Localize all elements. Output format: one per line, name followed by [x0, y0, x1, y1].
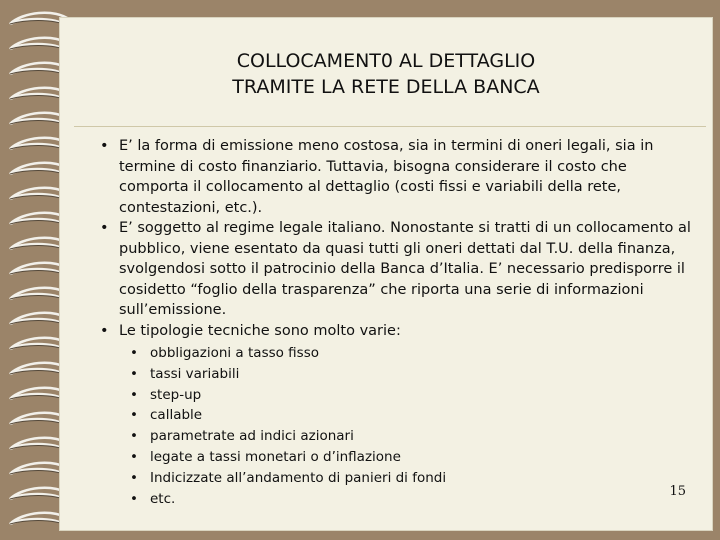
title-line-2: TRAMITE LA RETE DELLA BANCA [232, 76, 540, 98]
bullet-dot-icon: • [130, 365, 138, 382]
bullet-item: • E’ soggetto al regime legale italiano. Nonostante si tratti di un collocamento al pubblico, viene esentato da quasi tutti gli oneri dettati dal T.U. della finanza, svolgendosi sotto il patrocinio della Banca d’Italia. E’ necessario predisporre il cosidetto “foglio della trasparenza” che riporta una serie di informazioni sull’emissione. [100, 220, 691, 318]
sub-bullet-item: • obbligazioni a tasso fisso [130, 343, 510, 364]
sub-bullet-item: • parametrate ad indici azionari [130, 426, 510, 447]
bullet-dot-icon: • [100, 322, 109, 339]
bullet-dot-icon: • [130, 407, 138, 424]
sub-bullet-list [130, 343, 510, 509]
bullet-dot-icon: • [130, 345, 138, 361]
slide-title [60, 48, 712, 100]
sub-bullet-item: • tassi variabili [130, 364, 510, 385]
bullet-dot-icon: • [100, 220, 109, 236]
bullet-dot-icon: • [100, 138, 109, 154]
main-bullet-list [97, 136, 697, 341]
title-line-1: COLLOCAMENT0 AL DETTAGLIO [236, 50, 536, 72]
sub-bullet-item: • step-up [130, 385, 510, 406]
bullet-item: • Le tipologie tecniche sono molto varie: [97, 321, 697, 342]
slide [60, 18, 712, 530]
title-divider [74, 126, 706, 127]
bullet-dot-icon: • [130, 386, 138, 403]
bullet-dot-icon: • [130, 428, 138, 445]
sub-bullet-item: • legate a tassi monetari o d’inflazione [130, 447, 510, 468]
bullet-item: • E’ la forma di emissione meno costosa, sia in termini di oneri legali, sia in termine di costo finanziario. Tuttavia, bisogna considerare il costo che comporta il collocamento al dettaglio (costi fissi e variabili della rete, contestazioni, etc.). [100, 138, 654, 216]
sub-bullet-item: • Indicizzate all’andamento di panieri di fondi [130, 468, 510, 489]
sub-bullet-item: • callable [130, 405, 510, 426]
sub-bullet-item: • etc. [130, 489, 510, 510]
bullet-dot-icon: • [130, 490, 138, 507]
bullet-dot-icon: • [130, 469, 138, 486]
page-number: 15 [669, 484, 686, 499]
bullet-dot-icon: • [130, 448, 138, 465]
